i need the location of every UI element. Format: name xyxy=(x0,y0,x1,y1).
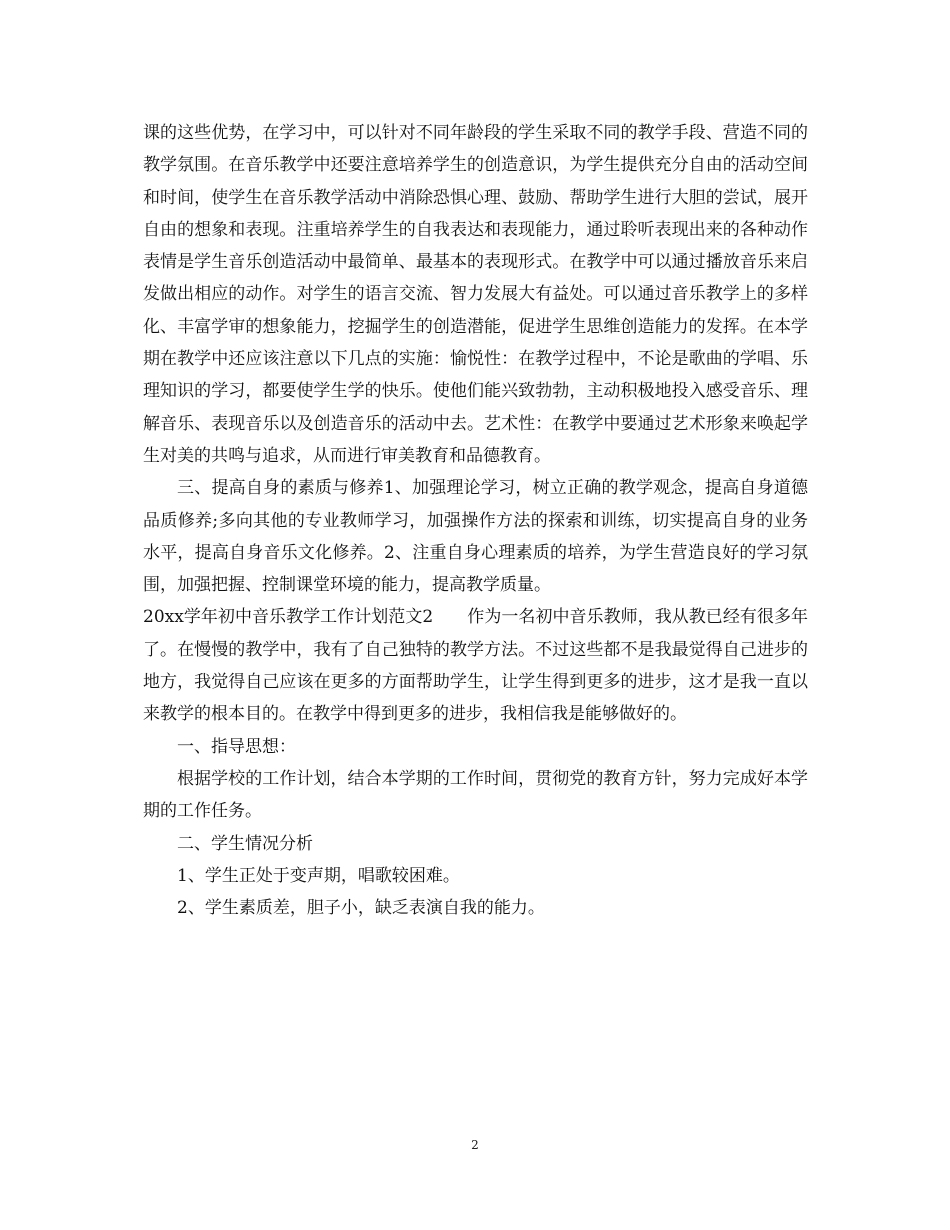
paragraph-music-creativity: 课的这些优势，在学习中，可以针对不同年龄段的学生采取不同的教学手段、营造不同的教学氛围。在音乐教学中还要注意培养学生的创造意识，为学生提供充分自由的活动空间和时间，使学生在音乐教学活动中消除恐惧心理、鼓励、帮助学生进行大胆的尝试，展开自由的想象和表现。注重培养学生的自我表达和表现能力，通过聆听表现出来的各种动作表情是学生音乐创造活动中最简单、最基本的表现形式。在教学中可以通过播放音乐来启发做出相应的动作。对学生的语言交流、智力发展大有益处。可以通过音乐教学上的多样化、丰富学审的想象能力，挖掘学生的创造潜能，促进学生思维创造能力的发挥。在本学期在教学中还应该注意以下几点的实施：愉悦性：在教学过程中，不论是歌曲的学唱、乐理知识的学习，都要使学生学的快乐。使他们能兴致勃勃，主动积极地投入感受音乐、理解音乐、表现音乐以及创造音乐的活动中去。艺术性：在教学中要通过艺术形象来唤起学生对美的共鸣与追求，从而进行审美教育和品德教育。 xyxy=(143,123,808,466)
heading-student-analysis: 二、学生情况分析 xyxy=(177,833,313,854)
page-number: 2 xyxy=(471,1138,479,1152)
paragraph-self-improvement: 三、提高自身的素质与修养1、加强理论学习，树立正确的教学观念，提高自身道德品质修养;多向其他的专业教师学习，加强操作方法的探索和训练，切实提高自身的业务水平，提高自身音乐文化修养。2、注重自身心理素质的培养，为学生营造良好的学习氛围，加强把握、控制课堂环境的能力，提高教学质量。 xyxy=(143,478,808,596)
paragraph-plan-sample-2: 20xx学年初中音乐教学工作计划范文2 作为一名初中音乐教师，我从教已经有很多年了。在慢慢的教学中，我有了自己独特的教学方法。不过这些都不是我最觉得自己进步的地方，我觉得自己应该在更多的方面帮助学生，让学生得到更多的进步，这才是我一直以来教学的根本目的。在教学中得到更多的进步，我相信我是能够做好的。 xyxy=(143,607,808,725)
list-item-voice-change: 1、学生正处于变声期，唱歌较困难。 xyxy=(177,865,460,886)
heading-guiding-ideology: 一、指导思想： xyxy=(177,736,296,757)
paragraph-guiding-ideology: 根据学校的工作计划，结合本学期的工作时间，贯彻党的教育方针，努力完成好本学期的工作任务。 xyxy=(143,768,808,822)
list-item-student-quality: 2、学生素质差，胆子小，缺乏表演自我的能力。 xyxy=(177,898,545,919)
document-body xyxy=(143,117,808,924)
